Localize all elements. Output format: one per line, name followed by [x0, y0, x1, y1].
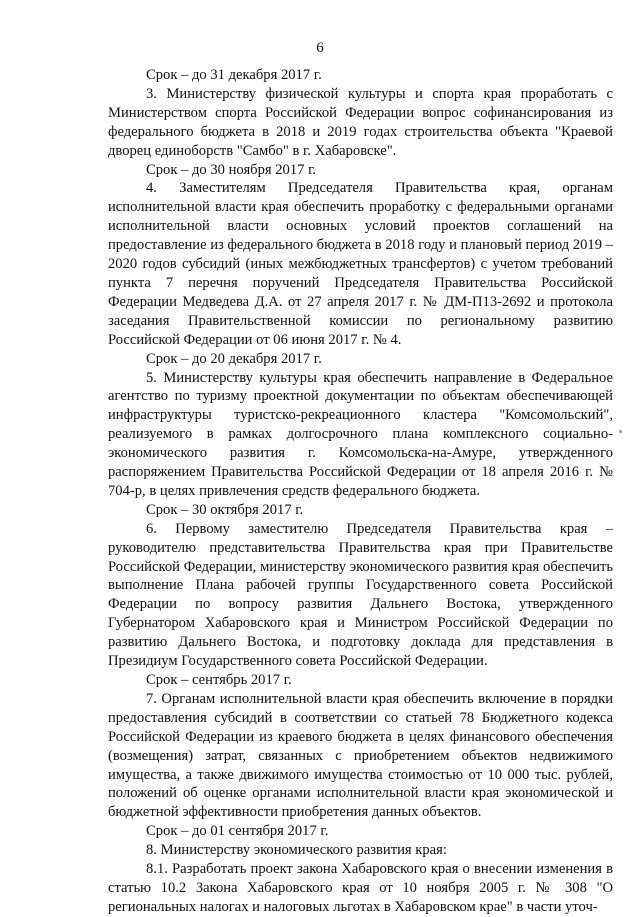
- deadline-line: Срок – до 20 декабря 2017 г.: [146, 350, 322, 367]
- paragraph-item-6: 6. Первому заместителю Председателя Правительства края – руководителю представительства Правительства края при Правительстве Российской Федерации, министерству экономического развития края обеспечить выполнение Плана рабочей группы Государственного совета Российской Федерации по вопросу развития Дальнего Востока, утвержденного Губернатором Хабаровского края и Министром Российской Федерации по развитию Дальнего Востока, и подготовку доклада для представления в Президиум Государственного совета Российской Федерации.: [108, 520, 613, 670]
- paragraph-item-3: 3. Министерству физической культуры и спорта края проработать с Министерством спорта Российской Федерации вопрос софинансирования из федерального бюджета в 2018 и 2019 годах строительства объекта "Краевой дворец единоборств "Самбо" в г. Хабаровске".: [108, 85, 613, 159]
- paragraph-item-5: 5. Министерству культуры края обеспечить направление в Федеральное агентство по туризму проектной документации по объектам обеспечивающей инфраструктуры туристско-рекреационного кластера "Комсомольский", реализуемого в рамках долгосрочного плана комплексного социально-экономического развития г. Комсомольска-на-Амуре, утвержденного распоряжением Правительства Российской Федерации от 18 апреля 2016 г. № 704-р, в целях привлечения средств федерального бюджета.: [108, 369, 613, 499]
- deadline-line: Срок – до 30 ноября 2017 г.: [146, 161, 317, 178]
- paragraph-item-4: 4. Заместителям Председателя Правительства края, органам исполнительной власти края обеспечить проработку с федеральными органами исполнительной власти основных условий проектов соглашений на предоставление из федерального бюджета в 2018 году и плановый период 2019 – 2020 годов субсидий (иных межбюджетных трансфертов) с учетом требований пункта 7 перечня поручений Председателя Правительства Российской Федерации Медведева Д.А. от 27 апреля 2017 г. № ДМ-П13-2692 и протокола заседания Правительственной комиссии по региональному развитию Российской Федерации от 06 июня 2017 г. № 4.: [108, 180, 613, 348]
- deadline-line: Срок – сентябрь 2017 г.: [146, 672, 292, 688]
- paragraph-item-7: 7. Органам исполнительной власти края обеспечить включение в порядки предоставления субсидий в соответствии со статьей 78 Бюджетного кодекса Российской Федерации из краевого бюджета в целях финансового обеспечения (возмещения) затрат, связанных с приобретением объектов недвижимого имущества, а также движимого имущества стоимостью от 10 000 тыс. рублей, положений об оценке органами исполнительной власти края экономической и бюджетной эффективности приобретения данных объектов.: [108, 690, 613, 821]
- deadline-line: Срок – до 01 сентября 2017 г.: [146, 823, 329, 840]
- deadline-line: Срок – до 31 декабря 2017 г.: [146, 67, 322, 83]
- deadline-line: Срок – 30 октября 2017 г.: [146, 501, 304, 518]
- page-number: 6: [316, 40, 324, 56]
- paragraph-item-8-1: 8.1. Разработать проект закона Хабаровского края о внесении изменения в статью 10.2 Закона Хабаровского края от 10 ноября 2005 г. № 308 "О региональных налогах и налоговых льготах в Хабаровском крае" в части уточ-: [108, 861, 613, 915]
- section-heading-item-8: 8. Министерству экономического развития края:: [146, 842, 447, 859]
- document-body: [108, 66, 613, 917]
- scan-artifact: [619, 430, 622, 433]
